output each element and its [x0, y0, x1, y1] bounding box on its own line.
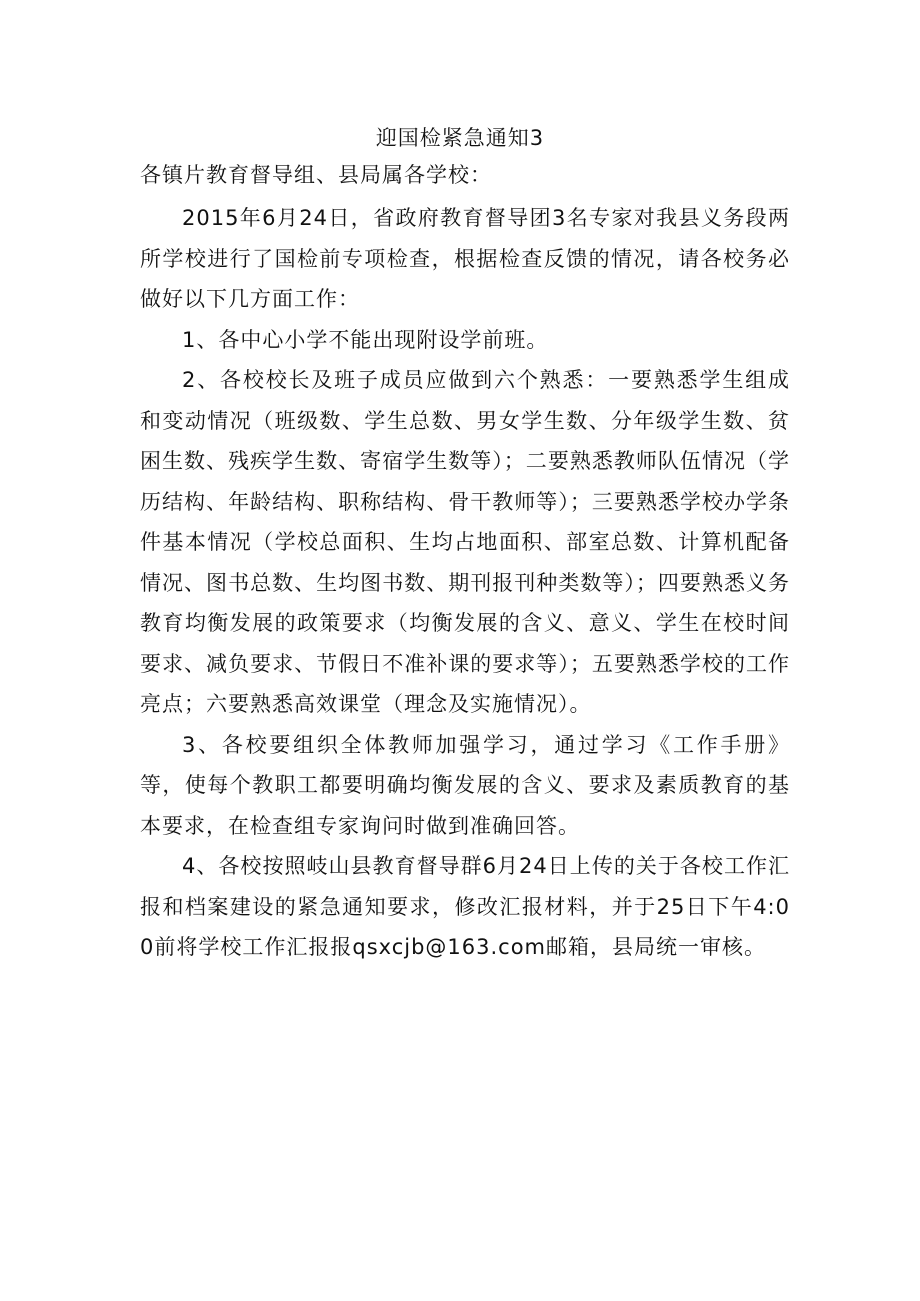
document-body	[140, 198, 790, 968]
document-title: 迎国检紧急通知3	[375, 126, 545, 150]
paragraph-item-3: 3、各校要组织全体教师加强学习，通过学习《工作手册》等，使每个教职工都要明确均衡发展的含义、要求及素质教育的基本要求，在检查组专家询问时做到准确回答。	[140, 732, 790, 838]
paragraph-item-2: 2、各校校长及班子成员应做到六个熟悉：一要熟悉学生组成和变动情况（班级数、学生总数、男女学生数、分年级学生数、贫困生数、残疾学生数、寄宿学生数等）；二要熟悉教师队伍情况（学历结构、年龄结构、职称结构、骨干教师等）；三要熟悉学校办学条件基本情况（学校总面积、生均占地面积、部室总数、计算机配备情况、图书总数、生均图书数、期刊报刊种类数等）；四要熟悉义务教育均衡发展的政策要求（均衡发展的含义、意义、学生在校时间要求、减负要求、节假日不准补课的要求等）；五要熟悉学校的工作亮点；六要熟悉高效课堂（理念及实施情况）。	[140, 368, 790, 716]
paragraph-item-4: 4、各校按照岐山县教育督导群6月24日上传的关于各校工作汇报和档案建设的紧急通知要求，修改汇报材料，并于25日下午4:00前将学校工作汇报报qsxcjb@163.com邮箱，县局统一审核。	[140, 854, 790, 959]
salutation: 各镇片教育督导组、县局属各学校：	[140, 163, 492, 187]
paragraph-intro: 2015年6月24日，省政府教育督导团3名专家对我县义务段两所学校进行了国检前专项检查，根据检查反馈的情况，请各校务必做好以下几方面工作：	[140, 206, 790, 311]
paragraph-item-1: 1、各中心小学不能出现附设学前班。	[182, 327, 549, 352]
